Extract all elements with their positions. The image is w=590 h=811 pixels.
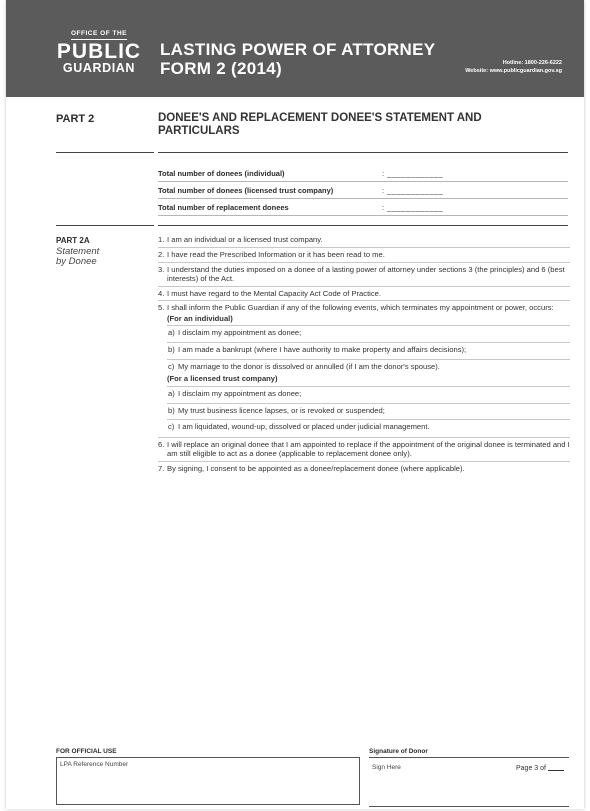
form-title-line2: FORM 2 (2014) [160, 59, 282, 78]
sub-item-number: c) [168, 422, 175, 432]
signature-of-donor-label: Signature of Donor [369, 748, 428, 755]
item-text: I will replace an original donee that I am appointed to replace if the appointment of the original donee is terminated and I am still eligible to act as a donee (applicable to replacement donee only). [167, 439, 570, 458]
sub-item-number: b) [168, 405, 175, 415]
donee-statement-list [158, 233, 570, 476]
item-text: I have read the Prescribed Information or it has been read to me. [167, 249, 385, 259]
totals-table [158, 165, 568, 216]
total-label: Total number of donees (licensed trust company) [158, 185, 334, 195]
contact-info [465, 59, 562, 75]
form-page [6, 0, 584, 809]
item-text: I must have regard to the Mental Capacity Act Code of Practice. [167, 288, 381, 298]
sub-list-item [167, 419, 570, 434]
sub-list-item [167, 342, 570, 357]
sub-item-number: a) [168, 388, 175, 398]
total-replacement-donees-row [158, 199, 568, 216]
page-number [516, 764, 564, 772]
company-heading: (For a licensed trust company) [167, 374, 278, 384]
list-item [158, 462, 570, 476]
website-text: Website: www.publicguardian.gov.sg [465, 68, 562, 74]
item-number: 4. [158, 288, 165, 298]
total-donees-company-field[interactable]: : ____________ [382, 185, 444, 195]
divider [56, 152, 154, 153]
opg-logo [55, 22, 143, 74]
list-item [158, 248, 570, 263]
part2a-label: PART 2A [56, 236, 90, 245]
form-title-line1: LASTING POWER OF ATTORNEY [160, 40, 436, 59]
total-replacement-donees-field[interactable]: : ____________ [382, 202, 444, 212]
item-text: I shall inform the Public Guardian if any of the following events, which terminates my appointment or power, occurs: [167, 303, 554, 313]
form-title [160, 40, 435, 78]
logo-public-text: PUBLIC [56, 40, 142, 63]
sub-list-item [167, 386, 570, 401]
item-number: 6. [158, 439, 165, 449]
official-use-label: FOR OFFICIAL USE [56, 748, 117, 755]
divider [369, 757, 569, 758]
sub-item-number: c) [168, 361, 175, 371]
lpa-reference-label: LPA Reference Number [60, 761, 129, 768]
individual-heading: (For an individual) [167, 313, 233, 323]
sub-item-text: I disclaim my appointment as donee; [178, 328, 302, 338]
item-number: 1. [158, 235, 165, 244]
list-item [158, 438, 570, 462]
part2-title: DONEE'S AND REPLACEMENT DONEE'S STATEMENT AND PARTICULARS [158, 112, 482, 137]
item-body [167, 303, 570, 434]
divider [369, 806, 569, 807]
sub-list-item [167, 403, 570, 418]
divider [158, 152, 568, 153]
item-number: 2. [158, 249, 165, 259]
item-number: 7. [158, 463, 165, 473]
total-donees-individual-row [158, 165, 568, 182]
sign-here-field[interactable]: Sign Here [372, 764, 401, 771]
part2a-subtitle-line1: Statement [56, 245, 100, 257]
item-number: 3. [158, 264, 165, 274]
sub-item-number: a) [168, 328, 175, 338]
total-label: Total number of donees (individual) [158, 168, 285, 178]
hotline-text: Hotline: 1800-226-6222 [502, 60, 562, 66]
list-item [158, 263, 570, 287]
total-donees-company-row [158, 182, 568, 199]
sub-item-text: I disclaim my appointment as donee; [178, 388, 302, 398]
sub-item-text: My trust business licence lapses, or is revoked or suspended; [178, 405, 385, 415]
sub-item-text: I am made a bankrupt (where I have authority to make property and affairs decisions); [178, 344, 467, 354]
part2a-label-block [56, 236, 99, 268]
part2-label: PART 2 [56, 113, 95, 125]
divider [56, 225, 154, 226]
divider [158, 225, 568, 226]
sub-item-text: I am liquidated, wound-up, dissolved or placed under judicial management. [178, 422, 430, 432]
item-text: I am an individual or a licensed trust company. [167, 235, 323, 244]
total-pages-blank[interactable] [548, 764, 564, 771]
total-donees-individual-field[interactable]: : ____________ [382, 168, 444, 178]
list-item [158, 287, 570, 302]
page-number-text: Page 3 of [516, 765, 546, 772]
logo-office-text: OFFICE OF THE [71, 30, 127, 40]
list-item [158, 301, 570, 437]
list-item [158, 233, 570, 248]
item-text: By signing, I consent to be appointed as a donee/replacement donee (where applicable). [167, 463, 465, 473]
item-text: I understand the duties imposed on a donee of a lasting power of attorney under sections 3 (the principles) and 6 (best interests) of the Act. [167, 264, 565, 283]
part2a-subtitle-line2: by Donee [56, 256, 97, 267]
logo-guardian-text: GUARDIAN [62, 61, 136, 75]
sub-list-item [167, 325, 570, 340]
item-number: 5. [158, 303, 165, 313]
sub-item-number: b) [168, 344, 175, 354]
header-band [6, 0, 584, 97]
lpa-reference-box[interactable] [56, 757, 360, 805]
total-label: Total number of replacement donees [158, 202, 289, 212]
sub-list-item [167, 359, 570, 374]
sub-item-text: My marriage to the donor is dissolved or annulled (if I am the donor's spouse). [178, 361, 440, 371]
